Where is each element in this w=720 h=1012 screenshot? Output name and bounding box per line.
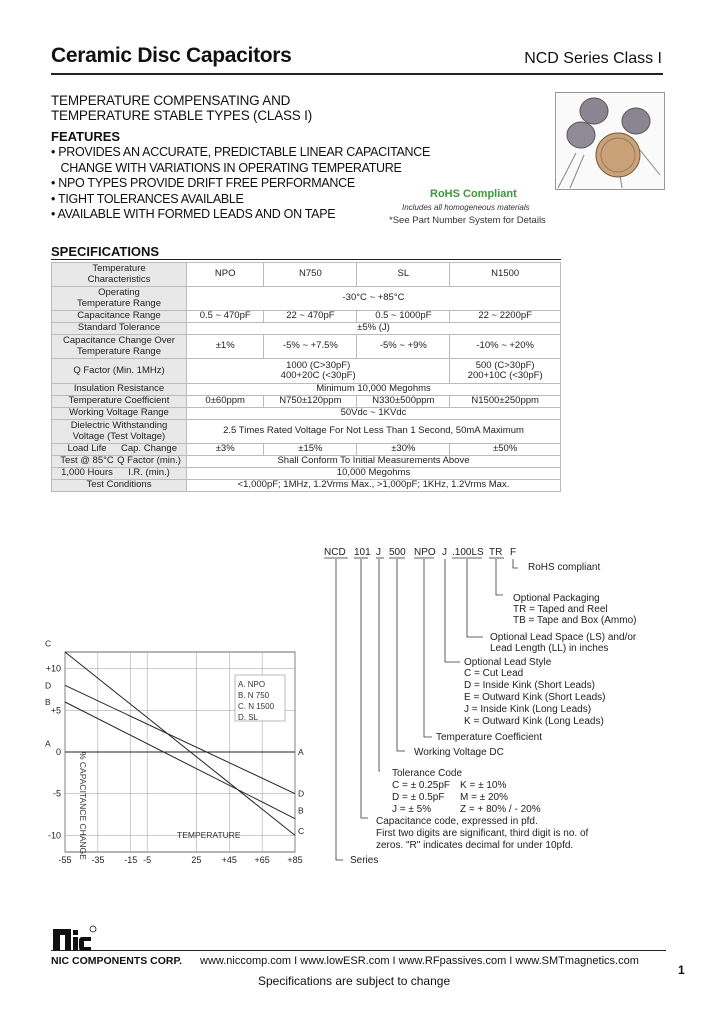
table-cell: ±1% xyxy=(187,335,264,359)
pn-code: NCD xyxy=(324,547,346,558)
legend-entry: B. N 750 xyxy=(238,691,270,700)
table-cell: <1,000pF; 1MHz, 1.2Vrms Max., >1,000pF; 1KHz, 1.2Vrms Max. xyxy=(187,480,561,492)
x-tick-label: +85 xyxy=(287,855,303,865)
row-label: Dielectric Withstanding Voltage (Test Voltage) xyxy=(52,420,187,444)
pn-lead-style: J = Inside Kink (Long Leads) xyxy=(464,704,592,715)
table-cell: -5% ~ +9% xyxy=(357,335,450,359)
pn-cap-code: Capacitance code, expressed in pfd. xyxy=(376,816,538,827)
rohs-badge: RoHS Compliant xyxy=(430,188,517,200)
series-start-label: A xyxy=(45,738,51,749)
table-cell: -10% ~ +20% xyxy=(450,335,561,359)
table-cell: ±50% xyxy=(450,444,561,456)
type-header: N750 xyxy=(264,263,357,287)
pn-code: .100LS xyxy=(452,547,484,558)
pn-packaging: TB = Tape and Box (Ammo) xyxy=(513,615,637,626)
series-start-label: C xyxy=(45,638,52,649)
pn-tolerance: J = ± 5% xyxy=(392,804,432,815)
pn-series: Series xyxy=(350,855,379,866)
table-cell: 22 ~ 2200pF xyxy=(450,311,561,323)
pn-wvdc: Working Voltage DC xyxy=(414,747,504,758)
row-label: Insulation Resistance xyxy=(52,384,187,396)
y-axis-label: % CAPACITANCE CHANGE xyxy=(78,752,88,860)
x-tick-label: -35 xyxy=(91,855,105,865)
page-title: Ceramic Disc Capacitors xyxy=(51,44,292,67)
table-cell: ±3% xyxy=(187,444,264,456)
pn-tolerance: K = ± 10% xyxy=(460,780,507,791)
series-start-label: B xyxy=(45,697,51,707)
footer-note: Specifications are subject to change xyxy=(258,974,451,988)
row-label: Working Voltage Range xyxy=(52,408,187,420)
table-cell: 2.5 Times Rated Voltage For Not Less Than 1 Second, 50mA Maximum xyxy=(187,420,561,444)
table-cell: ±15% xyxy=(264,444,357,456)
pn-lead-style: D = Inside Kink (Short Leads) xyxy=(464,680,595,691)
pn-cap-code: zeros. "R" indicates decimal for under 10pfd. xyxy=(376,840,574,851)
feature-item: • AVAILABLE WITH FORMED LEADS AND ON TAPE xyxy=(51,207,336,221)
table-row xyxy=(52,311,561,323)
pn-packaging: Optional Packaging xyxy=(513,593,600,604)
features-list xyxy=(51,145,430,223)
temperature-chart xyxy=(40,632,305,872)
table-row xyxy=(52,456,561,468)
y-tick-label: -5 xyxy=(52,788,61,799)
company-name: NIC COMPONENTS CORP. xyxy=(51,955,183,967)
feature-item: • NPO TYPES PROVIDE DRIFT FREE PERFORMANCE xyxy=(51,176,355,190)
table-cell: N1500±250ppm xyxy=(450,396,561,408)
table-cell: Minimum 10,000 Megohms xyxy=(187,384,561,396)
product-photo xyxy=(555,92,665,190)
pn-tolerance: C = ± 0.25pF xyxy=(392,780,451,791)
pn-lead-space: Lead Length (LL) in inches xyxy=(490,643,609,654)
table-row xyxy=(52,444,561,456)
type-header: NPO xyxy=(187,263,264,287)
row-label: Temperature Characteristics xyxy=(52,263,187,287)
table-row xyxy=(52,263,561,287)
table-row xyxy=(52,359,561,384)
footer-links[interactable]: www.niccomp.com I www.lowESR.com I www.RFpassives.com I www.SMTmagnetics.com xyxy=(200,955,639,967)
table-row xyxy=(52,396,561,408)
pn-cap-code: First two digits are significant, third digit is no. of xyxy=(376,828,589,839)
specifications-title: SPECIFICATIONS xyxy=(51,244,160,259)
pn-tolerance: D = ± 0.5pF xyxy=(392,792,445,803)
table-row xyxy=(52,408,561,420)
row-label: Q Factor (Min. 1MHz) xyxy=(52,359,187,384)
pn-code: TR xyxy=(489,547,503,558)
table-row xyxy=(52,468,561,480)
x-tick-label: 25 xyxy=(191,855,202,865)
table-row xyxy=(52,384,561,396)
x-tick-label: +45 xyxy=(221,855,237,865)
table-cell: Shall Conform To Initial Measurements Above xyxy=(187,456,561,468)
table-cell: 22 ~ 470pF xyxy=(264,311,357,323)
series-end-label: C xyxy=(298,826,305,837)
header-divider xyxy=(51,73,663,75)
pn-lead-style: C = Cut Lead xyxy=(464,668,524,679)
pn-tolerance: Tolerance Code xyxy=(392,768,463,779)
pn-lead-style: E = Outward Kink (Short Leads) xyxy=(464,692,606,703)
row-label: 1,000 Hours I.R. (min.) xyxy=(52,468,187,480)
table-row xyxy=(52,480,561,492)
table-row xyxy=(52,323,561,335)
x-tick-label: -5 xyxy=(143,855,152,865)
y-tick-label: -10 xyxy=(47,830,61,841)
y-tick-label: +10 xyxy=(45,663,61,674)
table-cell: N330±500ppm xyxy=(357,396,450,408)
table-cell: ±5% (J) xyxy=(187,323,561,335)
capacitor-photo-image xyxy=(556,93,664,189)
pn-code: J xyxy=(376,547,381,558)
rohs-reference: *See Part Number System for Details xyxy=(389,215,546,226)
x-tick-label: -55 xyxy=(58,855,72,865)
table-cell: ±30% xyxy=(357,444,450,456)
subheading xyxy=(51,93,312,123)
specifications-divider xyxy=(51,259,561,260)
row-label: Capacitance Change Over Temperature Range xyxy=(52,335,187,359)
subheading-line-1: TEMPERATURE COMPENSATING AND xyxy=(51,93,291,108)
table-cell: N750±120ppm xyxy=(264,396,357,408)
page-number: 1 xyxy=(678,963,685,977)
nic-logo-icon xyxy=(51,925,97,953)
pn-packaging: TR = Taped and Reel xyxy=(513,604,608,615)
pn-tolerance: M = ± 20% xyxy=(460,792,509,803)
pn-tolerance: Z = + 80% / - 20% xyxy=(460,804,541,815)
table-cell: 0.5 ~ 470pF xyxy=(187,311,264,323)
part-number-diagram xyxy=(300,540,660,870)
specifications-table xyxy=(51,262,561,492)
table-row xyxy=(52,287,561,311)
x-axis-label: TEMPERATURE xyxy=(177,830,241,840)
table-row xyxy=(52,335,561,359)
series-title: NCD Series Class I xyxy=(524,50,662,67)
pn-temp-coef: Temperature Coefficient xyxy=(436,732,542,743)
table-cell: 500 (C>30pF) 200+10C (<30pF) xyxy=(450,359,561,384)
subheading-line-2: TEMPERATURE STABLE TYPES (CLASS I) xyxy=(51,108,313,123)
legend-entry: A. NPO xyxy=(238,680,266,689)
series-end-label: A xyxy=(298,747,304,757)
row-label: Operating Temperature Range xyxy=(52,287,187,311)
table-row xyxy=(52,420,561,444)
pn-code: 500 xyxy=(389,547,406,558)
y-tick-label: +5 xyxy=(50,705,61,716)
pn-lead-space: Optional Lead Space (LS) and/or xyxy=(490,632,637,643)
row-label: Test @ 85°C Q Factor (min.) xyxy=(52,456,187,468)
row-label: Standard Tolerance xyxy=(52,323,187,335)
row-label: Capacitance Range xyxy=(52,311,187,323)
table-cell: 1000 (C>30pF) 400+20C (<30pF) xyxy=(187,359,450,384)
pn-code: F xyxy=(510,547,517,558)
series-end-label: B xyxy=(298,805,304,816)
legend-entry: D. SL xyxy=(238,713,259,722)
series-end-label: D xyxy=(298,788,305,799)
pn-lead-style: K = Outward Kink (Long Leads) xyxy=(464,716,604,727)
table-cell: 50Vdc ~ 1KVdc xyxy=(187,408,561,420)
legend-entry: C. N 1500 xyxy=(238,702,275,711)
x-tick-label: +65 xyxy=(254,855,270,865)
row-label: Test Conditions xyxy=(52,480,187,492)
y-tick-label: 0 xyxy=(55,747,61,757)
x-tick-label: -15 xyxy=(124,855,138,865)
features-title: FEATURES xyxy=(51,129,121,144)
row-label: Load Life Cap. Change xyxy=(52,444,187,456)
feature-item: • TIGHT TOLERANCES AVAILABLE xyxy=(51,191,244,206)
pn-lead-style: Optional Lead Style xyxy=(464,657,552,668)
series-start-label: D xyxy=(45,680,52,691)
rohs-note: Includes all homogeneous materials xyxy=(402,203,530,212)
type-header: SL xyxy=(357,263,450,287)
footer-divider xyxy=(51,950,666,951)
table-cell: 10,000 Megohms xyxy=(187,468,561,480)
feature-item: CHANGE WITH VARIATIONS IN OPERATING TEMPERATURE xyxy=(51,160,402,175)
table-cell: 0±60ppm xyxy=(187,396,264,408)
feature-item: • PROVIDES AN ACCURATE, PREDICTABLE LINEAR CAPACITANCE xyxy=(51,145,431,159)
table-cell: -5% ~ +7.5% xyxy=(264,335,357,359)
pn-code: NPO xyxy=(414,547,436,558)
pn-code: J xyxy=(442,547,447,558)
pn-code: 101 xyxy=(354,547,371,558)
pn-rohs: RoHS compliant xyxy=(528,562,601,573)
type-header: N1500 xyxy=(450,263,561,287)
table-cell: 0.5 ~ 1000pF xyxy=(357,311,450,323)
row-label: Temperature Coefficient xyxy=(52,396,187,408)
table-cell: -30°C ~ +85°C xyxy=(187,287,561,311)
